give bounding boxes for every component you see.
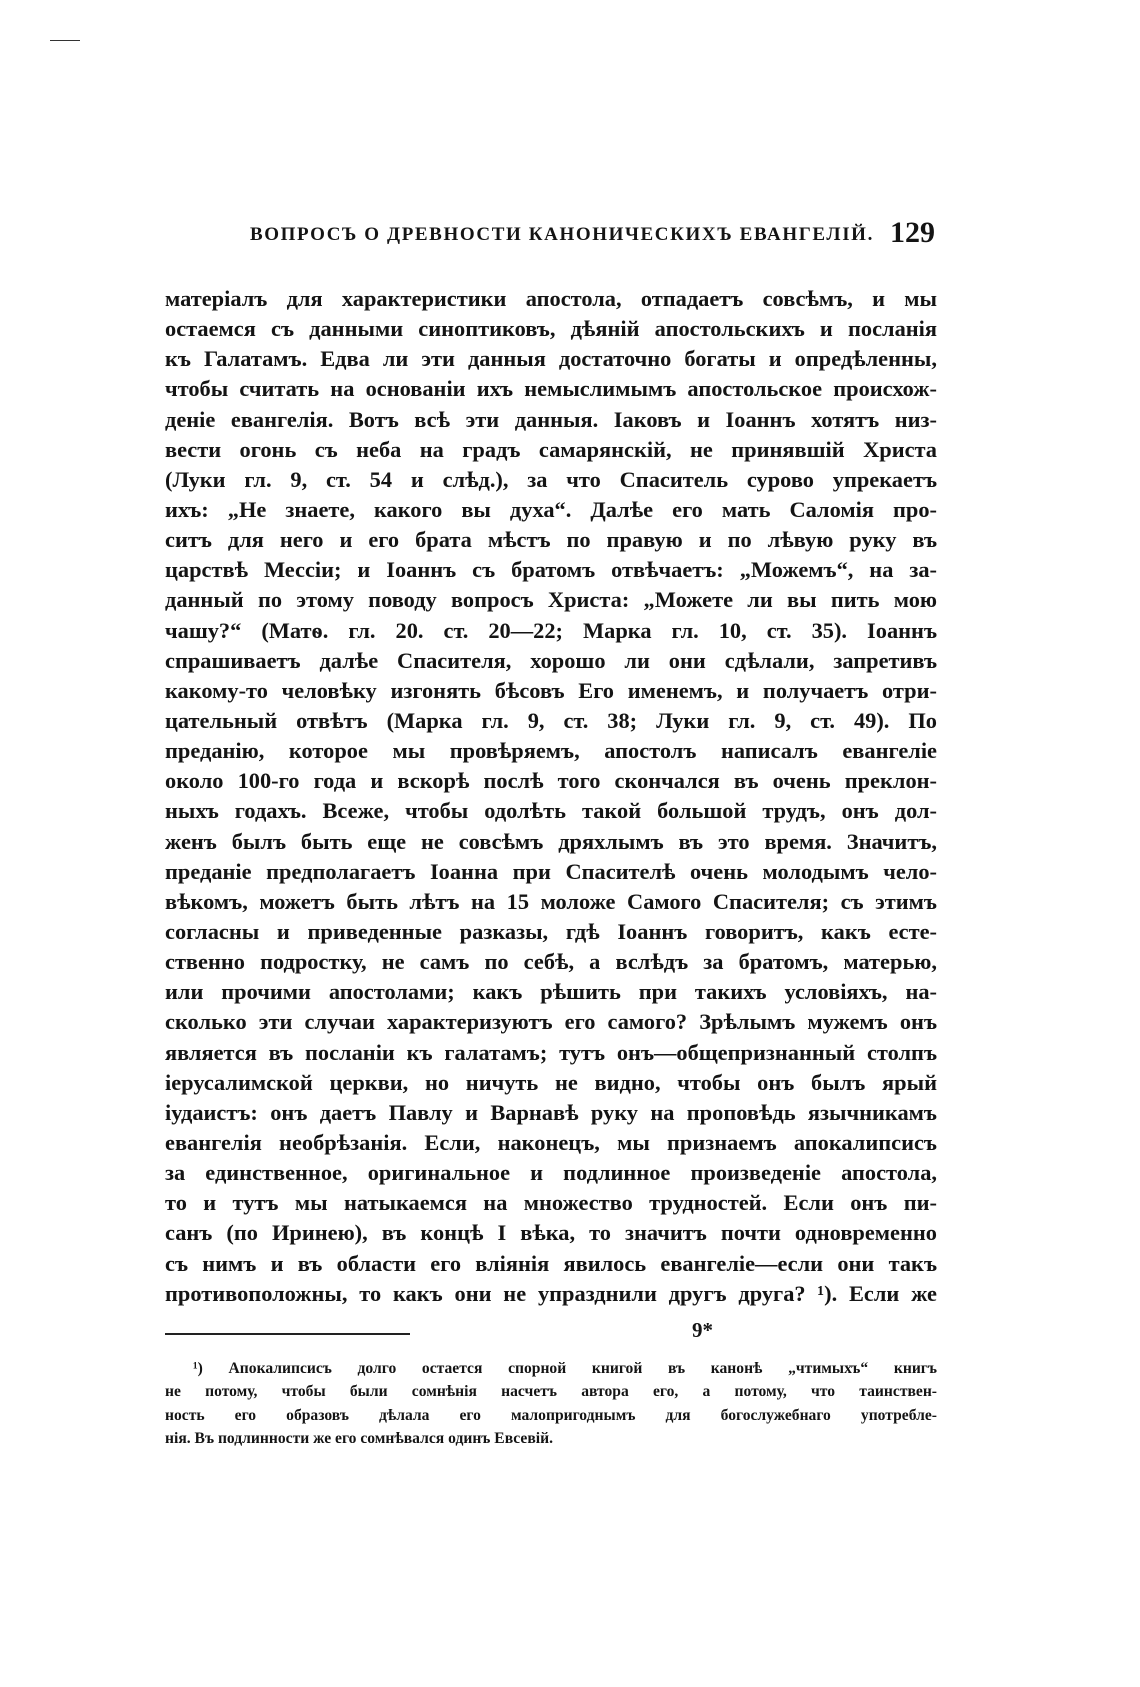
text-line: цательный отвѣтъ (Марка гл. 9, ст. 38; Луки гл. 9, ст. 49). По — [165, 707, 937, 733]
text-line: спрашиваетъ далѣе Спасителя, хорошо ли они сдѣлали, запретивъ — [165, 647, 937, 673]
text-line: остаемся съ данными синоптиковъ, дѣяній апостольскихъ и посланія — [165, 316, 937, 342]
footnote-rule — [165, 1333, 410, 1335]
text-line: іерусалимской церкви, но ничуть не видно, чтобы онъ былъ ярый — [165, 1069, 937, 1095]
top-edge-mark — [50, 40, 80, 41]
page-number: 129 — [890, 216, 935, 249]
text-line: вѣкомъ, можетъ быть лѣтъ на 15 моложе Самого Спасителя; съ этимъ — [165, 888, 937, 914]
body-text — [165, 284, 937, 1309]
text-line: ситъ для него и его брата мѣстъ по правую и по лѣвую руку въ — [165, 527, 937, 553]
footnote-line: ность его образовъ дѣлала его малопригоднымъ для богослужебнаго употребле- — [165, 1406, 937, 1424]
text-line: около 100-го года и вскорѣ послѣ того скончался въ очень преклон- — [165, 768, 937, 794]
text-line: то и тутъ мы натыкаемся на множество трудностей. Если онъ пи- — [165, 1190, 937, 1216]
text-line: съ нимъ и въ области его вліянія явилось евангеліе—если они такъ — [165, 1250, 937, 1276]
text-line: за единственное, оригинальное и подлинное произведеніе апостола, — [165, 1160, 937, 1186]
text-line: женъ былъ быть еще не совсѣмъ дряхлымъ въ это время. Значитъ, — [165, 828, 937, 854]
text-line: какому-то человѣку изгонять бѣсовъ Его именемъ, и получаетъ отри- — [165, 677, 937, 703]
text-line: (Луки гл. 9, ст. 54 и слѣд.), за что Спаситель сурово упрекаетъ — [165, 466, 937, 492]
page-header — [165, 216, 937, 262]
text-line: санъ (по Иринею), въ концѣ I вѣка, то значитъ почти одновременно — [165, 1220, 937, 1246]
text-line: царствѣ Мессіи; и Іоаннъ съ братомъ отвѣчаетъ: „Можемъ“, на за- — [165, 557, 937, 583]
footnote-line: не потому, чтобы были сомнѣнія насчетъ автора его, а потому, что таинствен- — [165, 1383, 937, 1401]
signature-mark: 9* — [692, 1318, 713, 1342]
text-line: евангелія необрѣзанія. Если, наконецъ, мы признаемъ апокалипсисъ — [165, 1129, 937, 1155]
text-line: ихъ: „Не знаете, какого вы духа“. Далѣе его мать Саломія про- — [165, 496, 937, 522]
book-page — [165, 216, 937, 1451]
footnote-line: нія. Въ подлинности же его сомнѣвался одинъ Евсевій. — [165, 1430, 553, 1448]
text-line: преданіе предполагаетъ Іоанна при Спасителѣ очень молодымъ чело- — [165, 858, 937, 884]
text-line: данный по этому поводу вопросъ Христа: „Можете ли вы пить мою — [165, 587, 937, 613]
text-line: чашу?“ (Матѳ. гл. 20. ст. 20—22; Марка гл. 10, ст. 35). Іоаннъ — [165, 617, 937, 643]
text-line: ныхъ годахъ. Всеже, чтобы одолѣть такой большой трудъ, онъ дол- — [165, 798, 937, 824]
text-line: деніе евангелія. Вотъ всѣ эти данныя. Іаковъ и Іоаннъ хотятъ низ- — [165, 406, 937, 432]
running-title: ВОПРОСЪ О ДРЕВНОСТИ КАНОНИЧЕСКИХЪ ЕВАНГЕЛІЙ. — [250, 224, 874, 245]
text-line: сколько эти случаи характеризуютъ его самого? Зрѣлымъ мужемъ онъ — [165, 1009, 937, 1035]
text-line: ственно подростку, не самъ по себѣ, а вслѣдъ за братомъ, матерью, — [165, 949, 937, 975]
text-line: вести огонь съ неба на градъ самарянскій, не принявшій Христа — [165, 436, 937, 462]
text-line: преданію, которое мы провѣряемъ, апостолъ написалъ евангеліе — [165, 738, 937, 764]
footnote-line: ¹) Апокалипсисъ долго остается спорной книгой въ канонѣ „чтимыхъ“ книгъ — [193, 1359, 937, 1377]
text-line: чтобы считать на основаніи ихъ немыслимымъ апостольское происхож- — [165, 376, 937, 402]
text-line: согласны и приведенные разказы, гдѣ Іоаннъ говоритъ, какъ есте- — [165, 918, 937, 944]
text-line: является въ посланіи къ галатамъ; тутъ онъ—общепризнанный столпъ — [165, 1039, 937, 1065]
text-line: къ Галатамъ. Едва ли эти данныя достаточно богаты и опредѣленны, — [165, 346, 937, 372]
text-line: іудаистъ: онъ даетъ Павлу и Варнавѣ руку на проповѣдь язычникамъ — [165, 1099, 937, 1125]
text-line: противоположны, то какъ они не упразднили другъ друга? ¹). Если же — [165, 1280, 937, 1306]
text-line: матеріалъ для характеристики апостола, отпадаетъ совсѣмъ, и мы — [165, 286, 937, 311]
text-line: или прочими апостолами; какъ рѣшить при такихъ условіяхъ, на- — [165, 979, 937, 1005]
footnotes — [165, 1357, 937, 1451]
